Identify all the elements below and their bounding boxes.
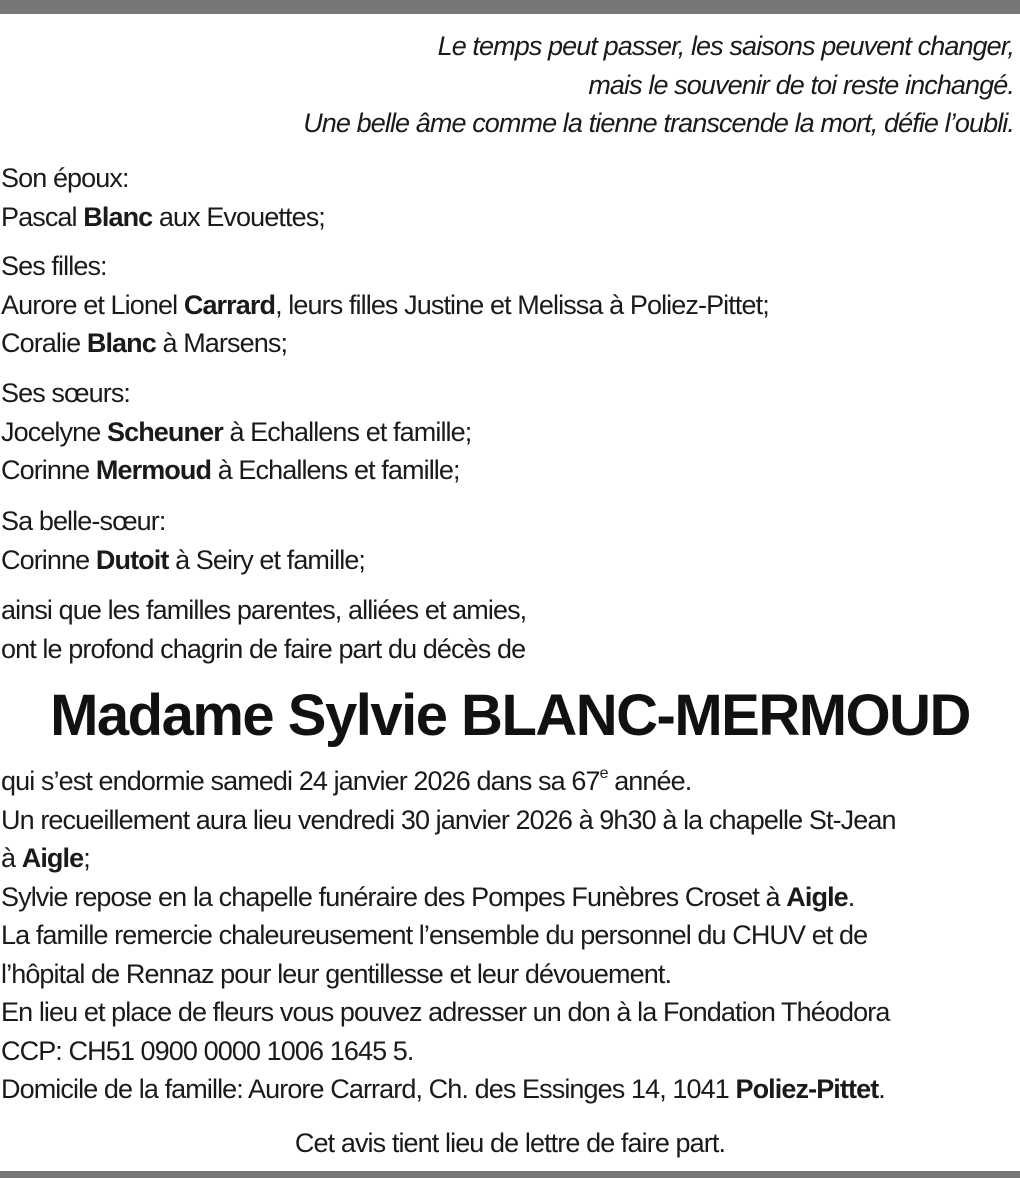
repose-place: Aigle xyxy=(786,881,848,912)
spouse-heading: Son époux: xyxy=(1,163,129,193)
sister-in-law-surname: Dutoit xyxy=(95,544,169,575)
thanks-line-2: l’hôpital de Rennaz pour leur gentillesse et leur dévouement. xyxy=(1,958,672,989)
donation-line-2: CCP: CH51 0900 0000 1006 1645 5. xyxy=(1,1035,414,1066)
repose-line: Sylvie repose en la chapelle funéraire des Pompes Funèbres Croset à Aigle. xyxy=(1,881,855,912)
thanks-line-1: La famille remercie chaleureusement l’ensemble du personnel du CHUV et de xyxy=(1,920,868,950)
top-rule xyxy=(0,0,1020,14)
sister-1-surname: Scheuner xyxy=(106,416,223,447)
ceremony-line-1: Un recueillement aura lieu vendredi 30 janvier 2026 à 9h30 à la chapelle St-Jean xyxy=(1,804,896,835)
sister-entry-2: Corinne Mermoud à Echallens et famille; xyxy=(1,455,460,485)
epigraph-quote xyxy=(303,27,1014,143)
sisters-heading: Ses sœurs: xyxy=(1,378,131,408)
details-section xyxy=(1,762,896,1109)
quote-line-2: mais le souvenir de toi reste inchangé. xyxy=(588,69,1014,100)
closing-note: Cet avis tient lieu de lettre de faire part. xyxy=(294,1128,726,1158)
daughter-1-surname: Carrard xyxy=(183,289,276,320)
bottom-rule xyxy=(0,1171,1020,1178)
quote-line-1: Le temps peut passer, les saisons peuvent changer, xyxy=(437,31,1014,61)
sister-in-law-section xyxy=(1,502,365,579)
ceremony-line-2: à Aigle; xyxy=(1,843,90,873)
spouse-surname: Blanc xyxy=(83,201,153,232)
address-line: Domicile de la famille: Aurore Carrard, Ch. des Essinges 14, 1041 Poliez-Pittet. xyxy=(1,1074,885,1104)
sister-entry-1: Jocelyne Scheuner à Echallens et famille; xyxy=(1,416,472,447)
sister-2-surname: Mermoud xyxy=(95,455,212,485)
donation-line-1: En lieu et place de fleurs vous pouvez adresser un don à la Fondation Théodora xyxy=(1,997,890,1027)
families-section xyxy=(1,591,526,668)
daughters-section xyxy=(1,247,769,363)
spouse-entry: Pascal Blanc aux Evouettes; xyxy=(1,201,325,232)
daughter-entry-1: Aurore et Lionel Carrard, leurs filles Justine et Melissa à Poliez-Pittet; xyxy=(1,289,769,320)
sisters-section xyxy=(1,374,471,490)
sister-in-law-entry: Corinne Dutoit à Seiry et famille; xyxy=(1,544,366,575)
quote-line-3: Une belle âme comme la tienne transcende la mort, défie l’oubli. xyxy=(303,108,1014,138)
families-line-2: ont le profond chagrin de faire part du décès de xyxy=(1,633,526,664)
death-date-line: qui s’est endormie samedi 24 janvier 2026 dans sa 67e année. xyxy=(1,765,692,796)
sister-in-law-heading: Sa belle-sœur: xyxy=(1,506,166,536)
spouse-section xyxy=(1,159,325,236)
deceased-name: Madame Sylvie BLANC-MERMOUD xyxy=(50,683,970,748)
daughter-entry-2: Coralie Blanc à Marsens; xyxy=(1,328,288,358)
ceremony-place: Aigle xyxy=(21,843,84,873)
families-line-1: ainsi que les familles parentes, alliées et amies, xyxy=(1,595,527,625)
address-place: Poliez-Pittet xyxy=(735,1074,879,1104)
daughters-heading: Ses filles: xyxy=(1,251,107,281)
daughter-2-surname: Blanc xyxy=(86,328,156,358)
